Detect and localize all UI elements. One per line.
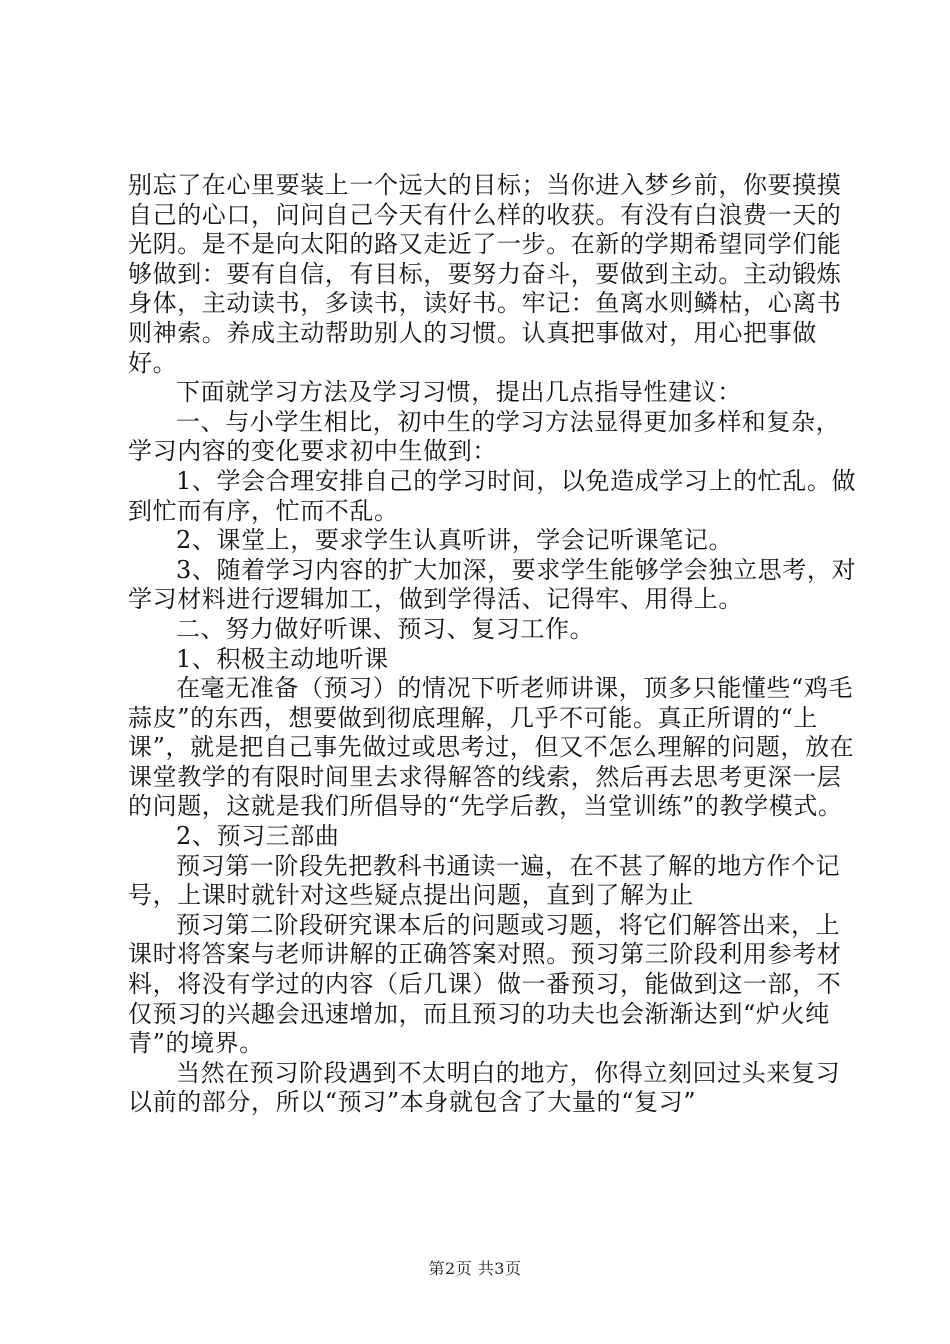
paragraph-9: 在毫无准备（预习）的情况下听老师讲课，顶多只能懂些“鸡毛蒜皮”的东西，想要做到彻底理解，几乎不可能。真正所谓的“上课”，就是把自己事先做过或思考过，但又不怎么理解的问题，放在课堂教学的有限时间里去求得解答的线索，然后再去思考更深一层的问题，这就是我们所倡导的“先学后教，当堂训练”的教学模式。: [128, 674, 855, 821]
paragraph-2: 下面就学习方法及学习习惯，提出几点指导性建议：: [176, 378, 742, 407]
paragraph-8: 1、积极主动地听课: [176, 644, 389, 673]
paragraph-1: 别忘了在心里要装上一个远大的目标；当你进入梦乡前，你要摸摸自己的心口，问问自己今天有什么样的收获。有没有白浪费一天的光阴。是不是向太阳的路又走近了一步。在新的学期希望同学们能够做到：要有自信，有目标，要努力奋斗，要做到主动。主动锻炼身体，主动读书，多读书，读好书。牢记：鱼离水则鳞枯，心离书则神索。养成主动帮助别人的习惯。认真把事做对，用心把事做好。: [128, 171, 842, 377]
paragraph-6: 3、随着学习内容的扩大加深，要求学生能够学会独立思考，对学习材料进行逻辑加工，做到学得活、记得牢、用得上。: [128, 555, 857, 614]
document-body: [128, 171, 858, 1118]
paragraph-13: 当然在预习阶段遇到不太明白的地方，你得立刻回过头来复习以前的部分，所以“预习”本身就包含了大量的“复习”: [128, 1058, 841, 1117]
paragraph-12: 预习第二阶段研究课本后的问题或习题，将它们解答出来，上课时将答案与老师讲解的正确答案对照。预习第三阶段利用参考材料，将没有学过的内容（后几课）做一番预习，能做到这一部，不仅预习的兴趣会迅速增加，而且预习的功夫也会渐渐达到“炉火纯青”的境界。: [128, 910, 842, 1058]
paragraph-3: 一、与小学生相比，初中生的学习方法显得更加多样和复杂，学习内容的变化要求初中生做到：: [128, 407, 841, 466]
paragraph-11: 预习第一阶段先把教科书通读一遍，在不甚了解的地方作个记号，上课时就针对这些疑点提出问题，直到了解为止: [128, 851, 841, 910]
paragraph-7: 二、努力做好听课、预习、复习工作。: [176, 614, 595, 643]
paragraph-10: 2、预习三部曲: [176, 822, 340, 851]
paragraph-4: 1、学会合理安排自己的学习时间，以免造成学习上的忙乱。做到忙而有序，忙而不乱。: [128, 466, 857, 525]
page-footer: [0, 1256, 950, 1279]
paragraph-5: 2、课堂上，要求学生认真听讲，学会记听课笔记。: [176, 526, 734, 555]
page-number: 第2页 共3页: [428, 1259, 522, 1278]
